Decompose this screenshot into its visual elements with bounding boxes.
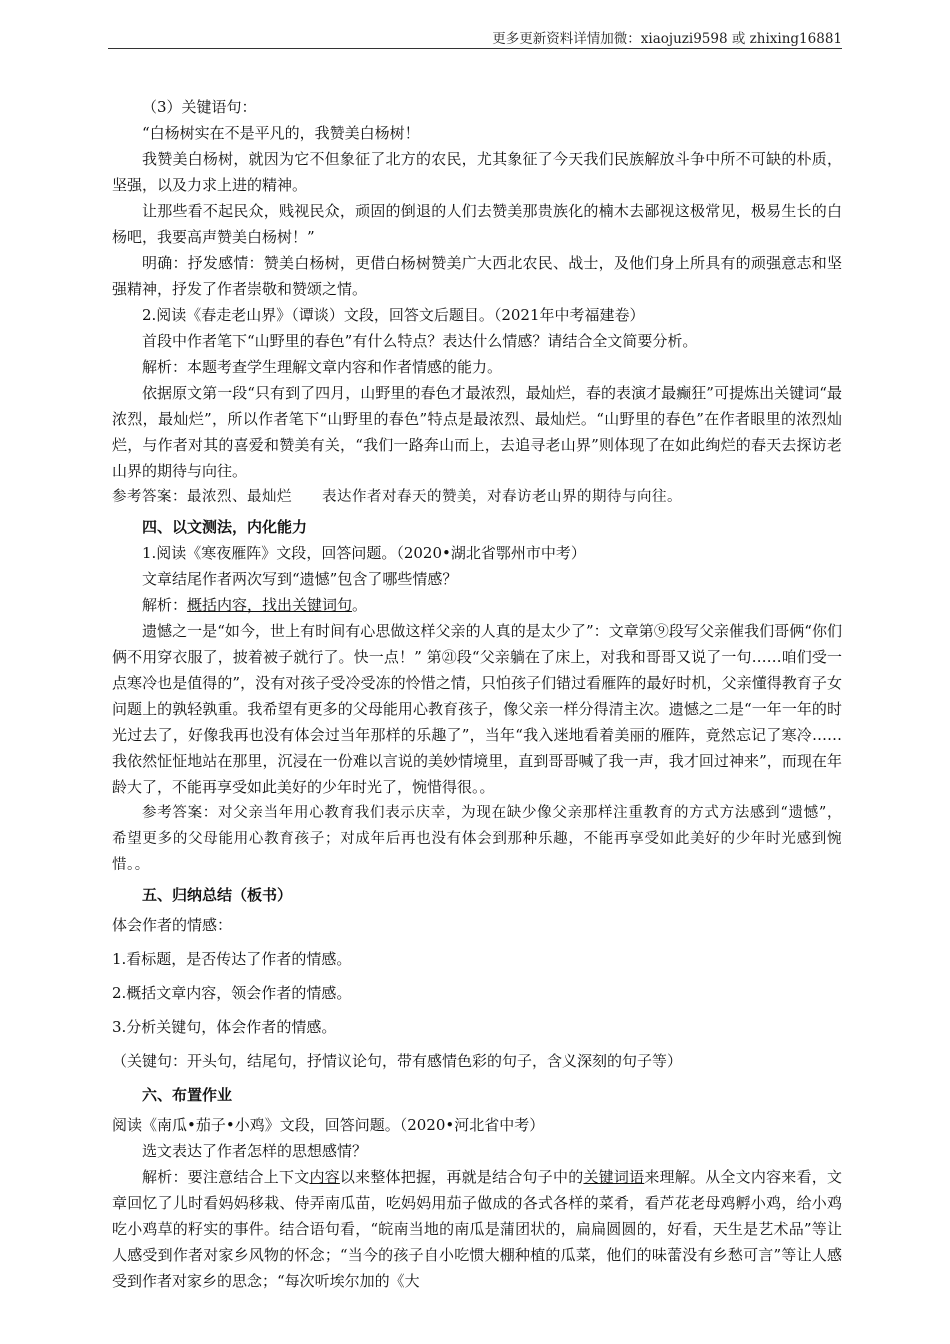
analysis-paragraph xyxy=(112,592,842,618)
question-title: 2.阅读《春走老山界》（谭谈）文段，回答文后题目。（2021年中考福建卷） xyxy=(142,306,645,324)
homework-title: 阅读《南瓜•茄子•小鸡》文段，回答问题。（2020•河北省中考） xyxy=(112,1116,545,1134)
analysis-text: 以来整体把握，再就是结合句子中的 xyxy=(339,1168,584,1186)
key-sentence-label: （3）关键语句： xyxy=(142,98,257,116)
section-heading-4: 四、以文测法，内化能力 xyxy=(142,518,308,536)
analysis-paragraph: 解析：本题考查学生理解文章内容和作者情感的能力。 xyxy=(142,358,503,376)
underlined-text: 内容 xyxy=(309,1168,340,1186)
question-text: 首段中作者笔下“山野里的春色”有什么特点？表达什么情感？请结合全文简要分析。 xyxy=(142,332,698,350)
clarify-paragraph: 明确：抒发感情：赞美白杨树，更借白杨树赞美广大西北农民、战士，及他们身上所具有的顽强意志和坚强精神，抒发了作者崇敬和赞颂之情。 xyxy=(112,254,842,298)
quote-paragraph: 我赞美白杨树，就因为它不但象征了北方的农民，尤其象征了今天我们民族解放斗争中所不可缺的朴质，坚强，以及力求上进的精神。 xyxy=(112,150,842,194)
period: 。 xyxy=(352,596,368,614)
summary-item: 1.看标题，是否传达了作者的情感。 xyxy=(112,950,352,968)
reference-answer: 参考答案：最浓烈、最灿烂 表达作者对春天的赞美，对春访老山界的期待与向往。 xyxy=(112,489,682,505)
analysis-paragraph xyxy=(112,1164,842,1294)
analysis-text: 来理解。从全文内容来看，文章回忆了儿时看妈妈移栽、侍弄南瓜苗，吃妈妈用茄子做成的各式各样的菜肴，看芦花老母鸡孵小鸡，给小鸡吃小鸡草的籽实的事件。结合语句看，“皖南当地的南瓜是蒲团状的，扁扁圆圆的，好看，天生是艺术品”等让人感受到作者对家乡风物的怀念；“当今的孩子自小吃惯大棚种植的瓜菜，他们的味蕾没有乡愁可言”等让人感受到作者对家乡的思念；“每次听埃尔加的《大 xyxy=(112,1168,842,1290)
question-title: 1.阅读《寒夜雁阵》文段，回答问题。（2020•湖北省鄂州市中考） xyxy=(142,544,586,562)
underlined-text: 概括内容，找出关键词句 xyxy=(187,596,353,614)
quote-paragraph: 让那些看不起民众，贱视民众，顽固的倒退的人们去赞美那贵族化的楠木去鄙视这极常见，极易生长的白杨吧，我要高声赞美白杨树！” xyxy=(112,202,842,246)
analysis-paragraph: 遗憾之一是“如今，世上有时间有心思做这样父亲的人真的是太少了”：文章第⑨段写父亲催我们哥俩“你们俩不用穿衣服了，披着被子就行了。快一点！” 第㉑段“父亲躺在了床上，对我和哥哥又说了一句……咱们受一点寒冷也是值得的”，没有对孩子受冷受冻的怜惜之情，只怕孩子们错过看雁阵的最好时机，父亲懂得教育子女问题上的孰轻孰重。我希望有更多的父母能用心教育孩子，像父亲一样分得清主次。遗憾之二是“一年一年的时光过去了，好像我再也没有体会过当年那样的乐趣了”，当年“我入迷地看着美丽的雁阵，竟然忘记了寒冷……我依然怔怔地站在那里，沉浸在一份难以言说的美妙情境里，直到哥哥喊了我一声，我才回过神来”，而现在年龄大了，不能再享受如此美好的少年时光了，惋惜得很。。 xyxy=(112,622,842,796)
header-contact-text: 更多更新资料详情加微：xiaojuzi9598 或 zhixing16881 xyxy=(492,31,842,47)
analysis-text: 解析：要注意结合上下文 xyxy=(142,1168,310,1186)
analysis-paragraph: 依据原文第一段“只有到了四月，山野里的春色才最浓烈，最灿烂，春的表演才最癫狂”可提炼出关键词“最浓烈，最灿烂”，所以作者笔下“山野里的春色”特点是最浓烈、最灿烂。“山野里的春色”在作者眼里的浓烈灿烂，与作者对其的喜爱和赞美有关，“我们一路奔山而上，去追寻老山界”则体现了在如此绚烂的春天去探访老山界的期待与向往。 xyxy=(112,384,842,480)
analysis-label: 解析： xyxy=(142,596,188,614)
question-text: 文章结尾作者两次写到“遗憾”包含了哪些情感？ xyxy=(142,570,458,588)
summary-note: （关键句：开头句，结尾句，抒情议论句，带有感情色彩的句子，含义深刻的句子等） xyxy=(112,1052,683,1070)
page-header xyxy=(108,22,842,49)
summary-item: 3.分析关键句，体会作者的情感。 xyxy=(112,1018,337,1036)
summary-item: 2.概括文章内容，领会作者的情感。 xyxy=(112,984,352,1002)
quote-paragraph: “白杨树实在不是平凡的，我赞美白杨树！ xyxy=(142,124,420,142)
reference-answer: 参考答案：对父亲当年用心教育我们表示庆幸，为现在缺少像父亲那样注重教育的方式方法感到“遗憾”，希望更多的父母能用心教育孩子；对成年后再也没有体会到那种乐趣，不能再享受如此美好的少年时光感到惋惜。。 xyxy=(112,805,842,873)
question-text: 选文表达了作者怎样的思想感情？ xyxy=(142,1142,368,1160)
summary-intro: 体会作者的情感： xyxy=(112,916,233,934)
section-heading-5: 五、归纳总结（板书） xyxy=(142,886,293,904)
document-body xyxy=(112,94,842,1294)
underlined-text: 关键词语 xyxy=(583,1168,645,1186)
section-heading-6: 六、布置作业 xyxy=(142,1086,233,1104)
